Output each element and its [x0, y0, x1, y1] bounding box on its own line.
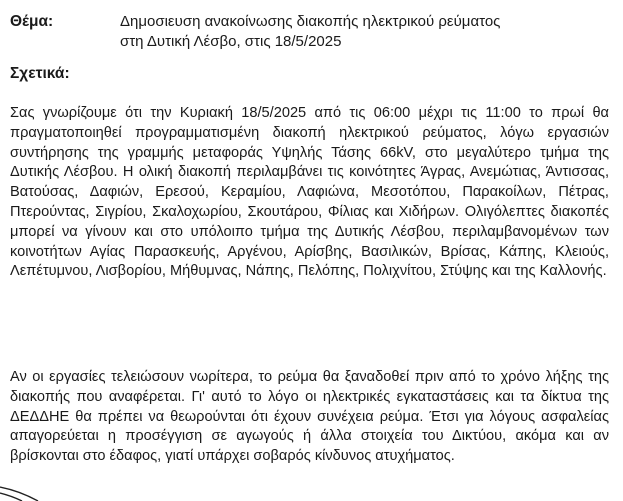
subject-line-2: στη Δυτική Λέσβο, στις 18/5/2025	[120, 33, 342, 50]
corner-curve-mark	[0, 481, 40, 501]
body-paragraph-1: Σας γνωρίζουμε ότι την Κυριακή 18/5/2025 από τις 06:00 μέχρι τις 11:00 το πρωί θα πραγματοποιηθεί προγραμματισμένη διακοπή ηλεκτρικού ρεύματος, λόγω εργασιών συντήρησης της γραμμής μεταφοράς Υψηλής Τάσης 66kV, στο μεγαλύτερο τμήμα της Δυτικής Λέσβου. Η ολική διακοπή περιλαμβάνει τις κοινότητες Άγρας, Ανεμώτιας, Άντισσας, Βατούσας, Δαφιών, Ερεσού, Κεραμίου, Λαφιώνα, Μεσοτόπου, Παρακοίλων, Πέτρας, Πτερούντας, Σιγρίου, Σκαλοχωρίου, Σκουτάρου, Φίλιας και Χιδήρων. Ολιγόλεπτες διακοπές μπορεί να γίνουν και στο υπόλοιπο τμήμα της Δυτικής Λέσβου, περιλαμβανομένων των κοινοτήτων Αγίας Παρασκευής, Αργένου, Αρίσβης, Βασιλικών, Βρίσας, Κάπης, Κλειούς, Λεπέτυμνου, Λισβορίου, Μήθυμνας, Νάπης, Πελόπης, Πολιχνίτου, Στύψης και της Καλλονής.	[10, 105, 609, 280]
subject-line-1: Δημοσιευση ανακοίνωσης διακοπής ηλεκτρικού ρεύματος	[120, 13, 501, 30]
subject-text	[120, 12, 615, 52]
body-paragraph-2: Αν οι εργασίες τελειώσουν νωρίτερα, το ρεύμα θα ξαναδοθεί πριν από το χρόνο λήξης της διακοπής που αναφέρεται. Γι' αυτό το λόγο οι ηλεκτρικές εγκαταστάσεις και τα δίκτυα της ΔΕΔΔΗΕ θα πρέπει να θεωρούνται ότι έχουν συνέχεια ρεύμα. Έτσι για λόγους ασφαλείας απαγορεύεται η προσέγγιση σε αγωγούς ή άλλα στοιχεία του Δικτύου, ακόμα και αν βρίσκονται στο έδαφος, γιατί υπάρχει σοβαρός κίνδυνος ατυχήματος.	[10, 369, 609, 465]
subject-label: Θέμα:	[10, 13, 54, 30]
subject-row	[10, 12, 615, 52]
related-label: Σχετικά:	[10, 65, 70, 82]
